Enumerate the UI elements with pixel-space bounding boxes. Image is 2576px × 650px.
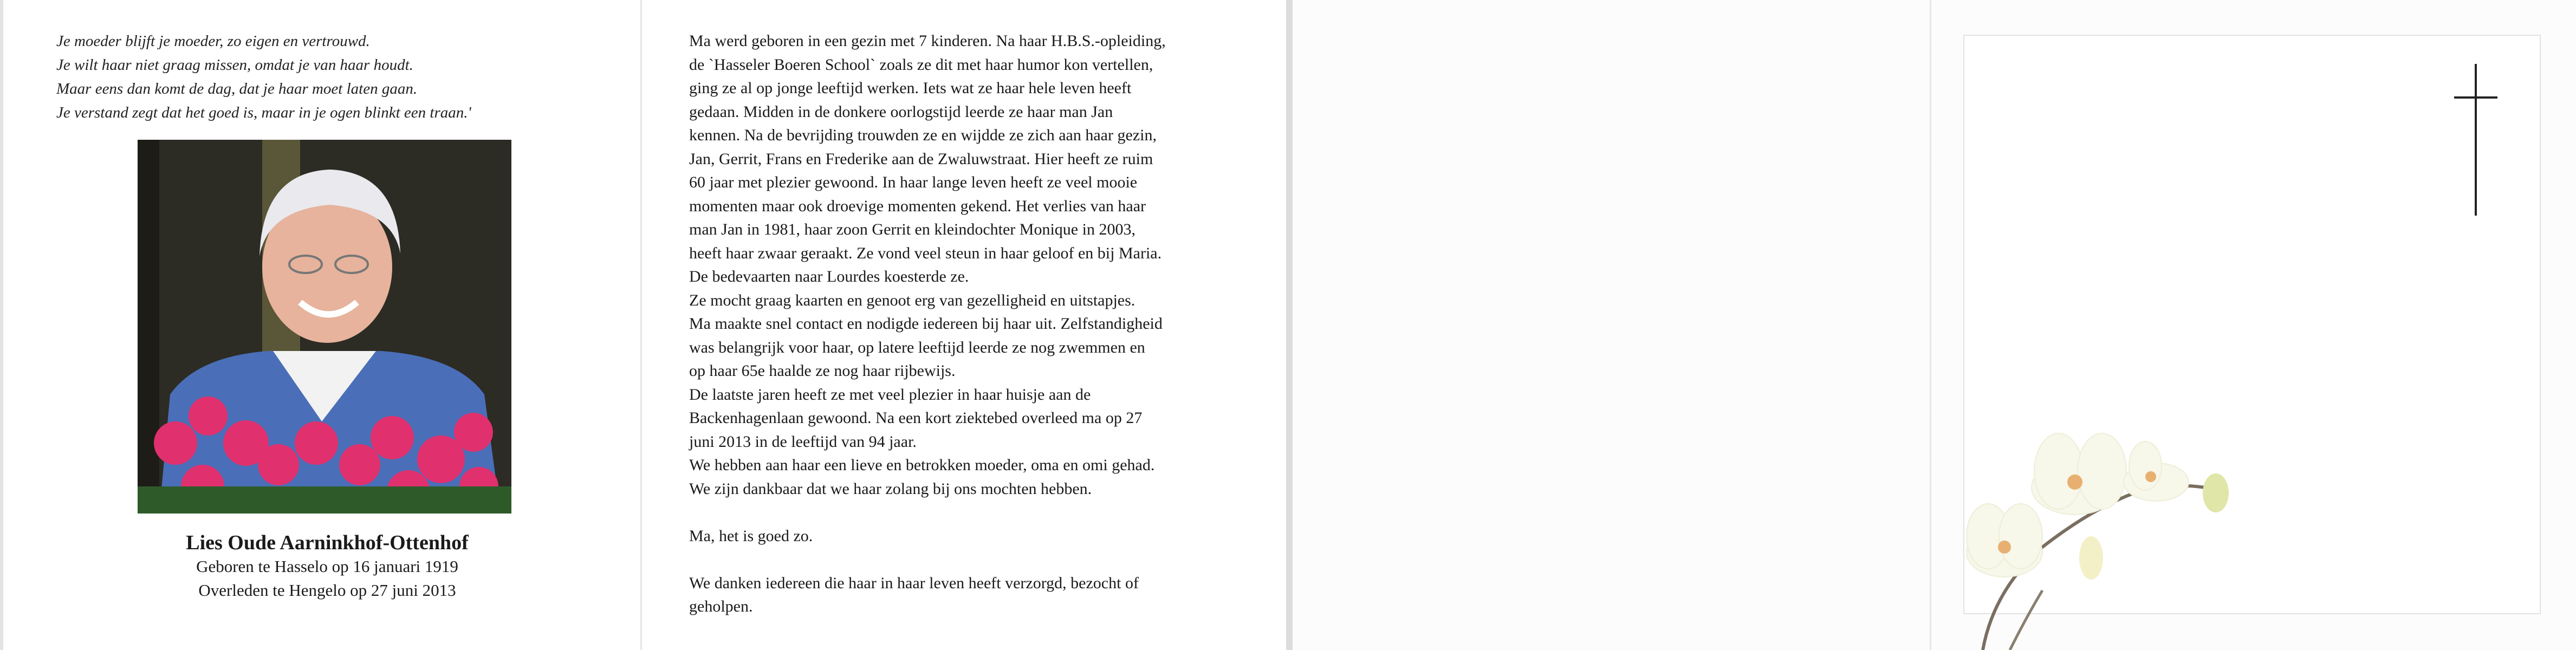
bio-line: Ma, het is goed zo.	[689, 526, 813, 545]
poem-line: Je moeder blijft je moeder, zo eigen en vertrouwd.	[56, 32, 370, 50]
poem-line: Maar eens dan komt de dag, dat je haar moet laten gaan.	[56, 80, 418, 98]
bio-line: De laatste jaren heeft ze met veel plezier in haar huisje aan de	[689, 385, 1091, 404]
biography	[689, 29, 1263, 619]
deceased-name: Lies Oude Aarninkhof-Ottenhof	[186, 531, 469, 554]
bio-line: Backenhagenlaan gewoond. Na een kort ziektebed overleed ma op 27	[689, 409, 1143, 427]
bio-line: momenten maar ook droevige momenten gekend. Het verlies van haar	[689, 197, 1146, 215]
bio-line: Ma werd geboren in een gezin met 7 kinderen. Na haar H.B.S.-opleiding,	[689, 32, 1166, 50]
bio-line: ging ze al op jonge leeftijd werken. Iets wat ze haar hele leven heeft	[689, 79, 1132, 97]
bio-line: Ze mocht graag kaarten en genoot erg van gezelligheid en uitstapjes.	[689, 291, 1135, 309]
orchid-icon	[1950, 412, 2286, 650]
bio-line: juni 2013 in de leeftijd van 94 jaar.	[689, 432, 917, 451]
fold-line-left	[640, 0, 642, 650]
bio-line: heeft haar zwaar geraakt. Ze vond veel steun in haar geloof en bij Maria.	[689, 244, 1162, 262]
death-line: Overleden te Hengelo op 27 juni 2013	[198, 581, 456, 600]
bio-spacer	[689, 548, 1263, 571]
bio-line: was belangrijk voor haar, op latere leeftijd leerde ze nog zwemmen en	[689, 338, 1145, 356]
bio-line: We danken iedereen die haar in haar leven heeft verzorgd, bezocht of	[689, 574, 1139, 592]
bio-line: We hebben aan haar een lieve en betrokken moeder, oma en omi gehad.	[689, 456, 1155, 474]
bio-spacer	[689, 500, 1263, 524]
poem-line: Je verstand zegt dat het goed is, maar in je ogen blinkt een traan.'	[56, 104, 471, 121]
bio-line: op haar 65e haalde ze nog haar rijbewijs.	[689, 362, 956, 380]
bio-line: Ma maakte snel contact en nodigde iedereen bij haar uit. Zelfstandigheid	[689, 315, 1163, 333]
bio-line: 60 jaar met plezier gewoond. In haar lange leven heeft ze veel mooie	[689, 173, 1138, 191]
birth-line: Geboren te Hasselo op 16 januari 1919	[196, 557, 458, 576]
bio-line: De bedevaarten naar Lourdes koesterde ze.	[689, 268, 969, 285]
bio-line: Jan, Gerrit, Frans en Frederike aan de Zwaluwstraat. Hier heeft ze ruim	[689, 150, 1153, 168]
life-dates	[56, 555, 598, 602]
bio-line: de `Hasseler Boeren School` zoals ze dit met haar humor kon vertellen,	[689, 55, 1153, 74]
bio-line: kennen. Na de bevrijding trouwden ze en wijdde ze zich aan haar gezin,	[689, 126, 1157, 144]
poem-line: Je wilt haar niet graag missen, omdat je van haar houdt.	[56, 56, 413, 74]
bio-line: man Jan in 1981, haar zoon Gerrit en kleindochter Monique in 2003,	[689, 220, 1135, 238]
cross-icon	[2454, 64, 2497, 216]
portrait-image	[138, 140, 511, 514]
bio-line: geholpen.	[689, 597, 753, 615]
bio-line: We zijn dankbaar dat we haar zolang bij ons mochten hebben.	[689, 479, 1092, 498]
page-gap	[1286, 0, 1293, 650]
portrait-photo	[138, 140, 511, 514]
poem	[56, 29, 598, 125]
bio-line: gedaan. Midden in de donkere oorlogstijd leerde ze haar man Jan	[689, 102, 1113, 121]
fold-line-right	[1930, 0, 1931, 650]
